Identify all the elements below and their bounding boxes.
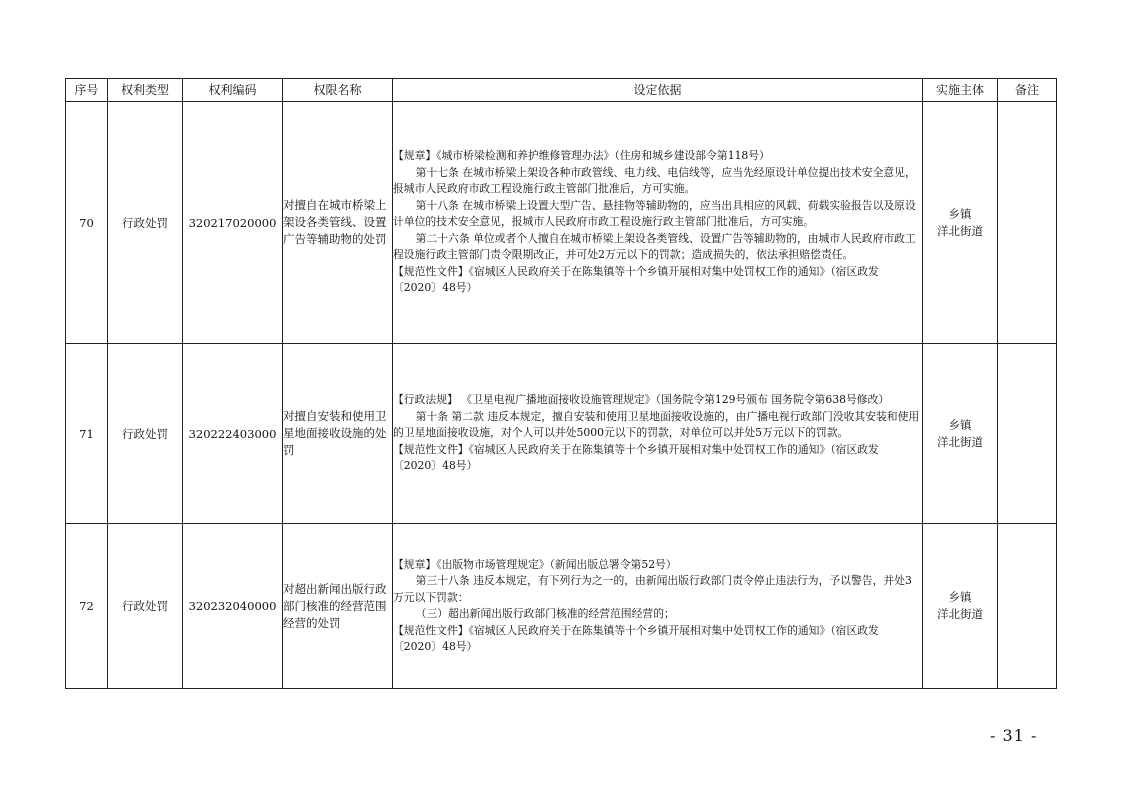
row-implementer [923, 344, 998, 524]
row-name: 对超出新闻出版行政部门核准的经营范围经营的处罚 [283, 524, 393, 689]
row-basis [393, 524, 923, 689]
implementer-line: 洋北街道 [937, 434, 983, 449]
implementer-line: 洋北街道 [937, 223, 983, 238]
row-note [998, 524, 1057, 689]
row-note [998, 344, 1057, 524]
row-implementer [923, 102, 998, 344]
row-code: 320217020000 [183, 102, 283, 344]
header-name: 权限名称 [283, 79, 393, 102]
row-name: 对擅自在城市桥梁上架设各类管线、设置广告等辅助物的处罚 [283, 102, 393, 344]
row-type: 行政处罚 [108, 524, 183, 689]
row-no: 71 [66, 344, 108, 524]
header-basis: 设定依据 [393, 79, 923, 102]
row-basis [393, 102, 923, 344]
row-note [998, 102, 1057, 344]
row-no: 70 [66, 102, 108, 344]
implementer-line: 乡镇 [948, 417, 972, 432]
table-header-row [66, 79, 1057, 102]
table-row [66, 344, 1057, 524]
row-code: 320232040000 [183, 524, 283, 689]
row-type: 行政处罚 [108, 102, 183, 344]
basis-paragraph: 【规范性文件】《宿城区人民政府关于在陈集镇等十个乡镇开展相对集中处罚权工作的通知》（宿区政发〔2020〕48号） [393, 623, 879, 653]
header-note: 备注 [998, 79, 1057, 102]
header-code: 权利编码 [183, 79, 283, 102]
row-name: 对擅自安装和使用卫星地面接收设施的处罚 [283, 344, 393, 524]
row-code: 320222403000 [183, 344, 283, 524]
header-no: 序号 [66, 79, 108, 102]
header-implementer: 实施主体 [923, 79, 998, 102]
basis-paragraph: （三）超出新闻出版行政部门核准的经营范围经营的； [415, 607, 675, 620]
page-number: - 31 - [990, 726, 1038, 745]
basis-paragraph: 【规章】《城市桥梁检测和养护维修管理办法》（住房和城乡建设部令第118号） [393, 149, 770, 163]
basis-paragraph: 第二十六条 单位或者个人擅自在城市桥梁上架设各类管线、设置广告等辅助物的，由城市人民政府市政工程设施行政主管部门责令限期改正，并可处2万元以下的罚款；造成损失的，依法承担赔偿责任。 [393, 231, 916, 262]
row-type: 行政处罚 [108, 344, 183, 524]
basis-paragraph: 第十八条 在城市桥梁上设置大型广告、悬挂物等辅助物的，应当出具相应的风载、荷载实验报告以及原设计单位的技术安全意见，报城市人民政府市政工程设施行政主管部门批准后，方可实施。 [393, 198, 916, 229]
basis-paragraph: 【规章】《出版物市场管理规定》（新闻出版总署令第52号） [393, 557, 677, 571]
basis-paragraph: 第十条 第二款 违反本规定，擅自安装和使用卫星地面接收设施的，由广播电视行政部门没收其安装和使用的卫星地面接收设施，对个人可以并处5000元以下的罚款，对单位可以并处5万元以下的罚款。 [393, 409, 920, 440]
row-no: 72 [66, 524, 108, 689]
implementer-line: 乡镇 [948, 206, 972, 221]
basis-paragraph: 【行政法规】 《卫星电视广播地面接收设施管理规定》（国务院令第129号颁布 国务院令第638号修改） [393, 393, 890, 407]
basis-paragraph: 第十七条 在城市桥梁上架设各种市政管线、电力线、电信线等，应当先经原设计单位提出技术安全意见，报城市人民政府市政工程设施行政主管部门批准后，方可实施。 [393, 165, 916, 196]
basis-paragraph: 【规范性文件】《宿城区人民政府关于在陈集镇等十个乡镇开展相对集中处罚权工作的通知》（宿区政发〔2020〕48号） [393, 264, 879, 295]
row-basis [393, 344, 923, 524]
table-row [66, 102, 1057, 344]
header-type: 权利类型 [108, 79, 183, 102]
basis-paragraph: 第三十八条 违反本规定，有下列行为之一的，由新闻出版行政部门责令停止违法行为，予以警告，并处3万元以下罚款： [393, 574, 912, 604]
basis-paragraph: 【规范性文件】《宿城区人民政府关于在陈集镇等十个乡镇开展相对集中处罚权工作的通知》（宿区政发〔2020〕48号） [393, 442, 879, 473]
row-implementer [923, 524, 998, 689]
table-row [66, 524, 1057, 689]
implementer-line: 乡镇 [948, 590, 972, 604]
power-list-table [65, 78, 1057, 689]
implementer-line: 洋北街道 [937, 607, 983, 621]
